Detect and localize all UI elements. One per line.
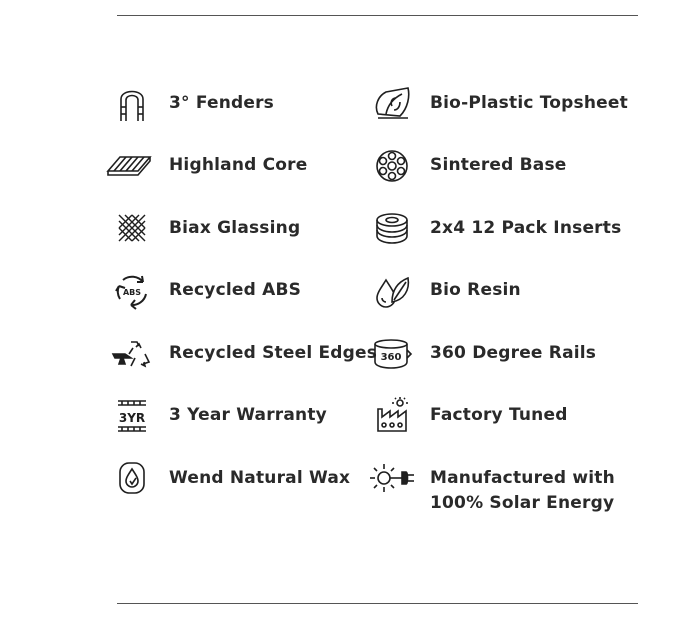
- feature-label-360-rails: 360 Degree Rails: [430, 343, 597, 363]
- abs-text: ABS: [122, 288, 142, 297]
- three-yr-text: 3YR: [118, 411, 146, 425]
- recycled-steel-icon: [110, 334, 154, 374]
- feature-label-warranty: 3 Year Warranty: [169, 405, 327, 425]
- feature-label-factory-tuned: Factory Tuned: [430, 405, 568, 425]
- three-year-warranty-icon: [110, 396, 154, 436]
- feature-label-recycled-abs: Recycled ABS: [169, 280, 302, 300]
- feature-label-bio-resin: Bio Resin: [430, 280, 521, 300]
- feature-label-inserts: 2x4 12 Pack Inserts: [430, 218, 622, 238]
- bottom-divider: [117, 603, 638, 604]
- feature-label-bio-plastic: Bio-Plastic Topsheet: [430, 93, 628, 113]
- feature-label-fenders: 3° Fenders: [169, 93, 275, 113]
- rails-360-icon: [370, 334, 414, 374]
- wood-core-icon: [106, 146, 152, 186]
- feature-label-biax-glassing: Biax Glassing: [169, 218, 301, 238]
- feature-label-highland-core: Highland Core: [169, 155, 308, 175]
- bio-resin-drop-icon: [370, 271, 414, 311]
- feature-label-recycled-steel-edges: Recycled Steel Edges: [169, 343, 378, 363]
- feature-label-sintered-base: Sintered Base: [430, 155, 567, 175]
- feature-label-solar-line1: Manufactured with: [430, 468, 615, 488]
- fender-arch-icon: [110, 83, 154, 123]
- biax-weave-icon: [110, 208, 154, 248]
- natural-wax-icon: [110, 458, 154, 498]
- three-sixty-text: 360: [380, 352, 402, 363]
- feature-label-natural-wax: Wend Natural Wax: [169, 468, 351, 488]
- sintered-base-icon: [370, 146, 414, 186]
- abs-recycle-icon: [110, 271, 154, 311]
- bio-plastic-leaf-icon: [370, 83, 414, 123]
- inserts-icon: [370, 208, 414, 248]
- factory-icon: [370, 396, 414, 436]
- feature-label-solar-line2: 100% Solar Energy: [430, 493, 615, 513]
- solar-plug-icon: [368, 458, 416, 498]
